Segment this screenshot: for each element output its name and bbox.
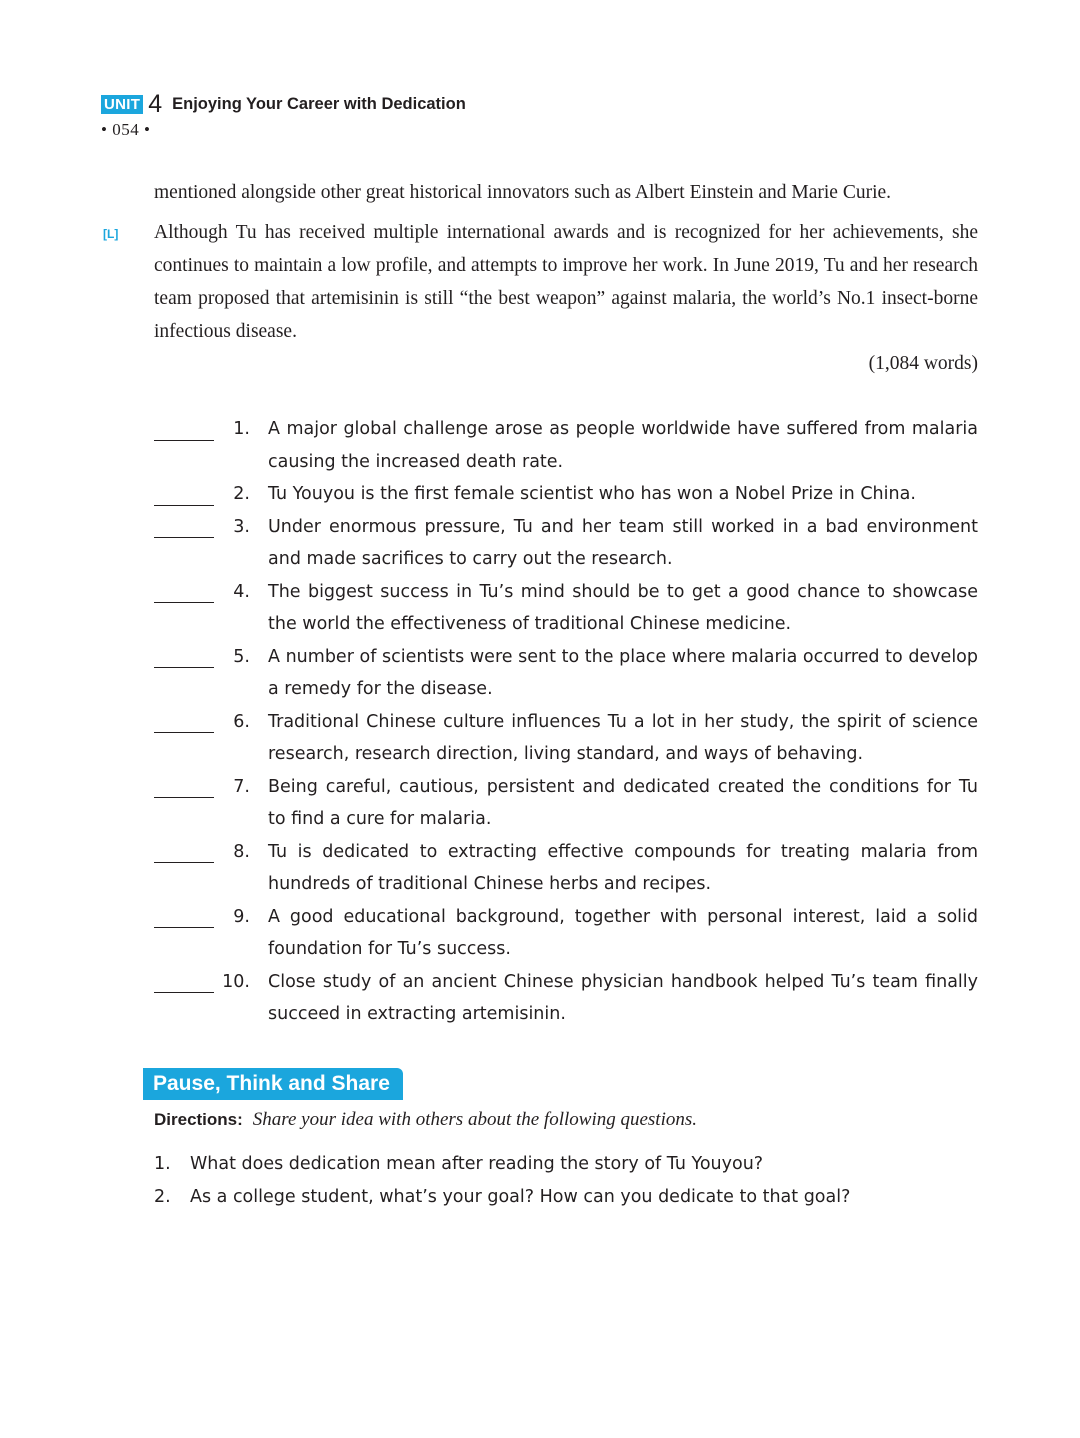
unit-label: UNIT (101, 95, 143, 114)
answer-blank[interactable] (154, 478, 214, 511)
directions (154, 1104, 697, 1137)
question-item (154, 836, 978, 901)
question-text: A good educational background, together with personal interest, laid a solid foundation for Tu’s success. (268, 906, 978, 959)
answer-blank[interactable] (154, 901, 214, 934)
discussion-number: 2. (154, 1187, 171, 1207)
question-number: 7. (233, 776, 250, 797)
discussion-text: As a college student, what’s your goal? How can you dedicate to that goal? (190, 1187, 851, 1207)
question-item (154, 771, 978, 836)
unit-heading (101, 90, 466, 118)
question-text: Tu Youyou is the first female scientist who has won a Nobel Prize in China. (268, 484, 916, 504)
question-item (154, 478, 978, 511)
directions-label: Directions: (154, 1110, 243, 1129)
question-text: Under enormous pressure, Tu and her team still worked in a bad environment and made sacrifices to carry out the research. (268, 516, 978, 569)
discussion-item (154, 1148, 850, 1181)
question-number: 5. (233, 646, 250, 667)
question-number: 6. (233, 711, 250, 732)
unit-title: Enjoying Your Career with Dedication (172, 94, 466, 113)
question-number: 2. (233, 484, 250, 504)
answer-blank[interactable] (154, 966, 214, 999)
question-text: The biggest success in Tu’s mind should be to get a good chance to showcase the world the effectiveness of traditional Chinese medicine. (268, 581, 978, 634)
question-number: 1. (233, 419, 250, 439)
question-item (154, 901, 978, 966)
page-number: • 054 • (101, 120, 151, 139)
answer-blank[interactable] (154, 413, 214, 446)
discussion-number: 1. (154, 1154, 171, 1174)
question-text: Tu is dedicated to extracting effective compounds for treating malaria from hundreds of traditional Chinese herbs and recipes. (268, 841, 978, 894)
question-item (154, 576, 978, 641)
question-number: 10. (222, 971, 250, 992)
question-item (154, 706, 978, 771)
question-text: A major global challenge arose as people worldwide have suffered from malaria causing the increased death rate. (268, 419, 978, 472)
unit-number: 4 (148, 90, 163, 118)
discussion-questions (154, 1148, 850, 1214)
true-false-questions (154, 413, 978, 1031)
directions-text: Share your idea with others about the following questions. (252, 1109, 697, 1130)
question-number: 3. (233, 516, 250, 537)
question-number: 8. (233, 841, 250, 862)
paragraph-l: Although Tu has received multiple international awards and is recognized for her achievements, she continues to maintain a low profile, and attempts to improve her work. In June 2019, Tu and her research team proposed that artemisinin is still “the best weapon” against malaria, the world’s No.1 insect-borne infectious disease. (154, 222, 978, 342)
question-number: 9. (233, 906, 250, 927)
answer-blank[interactable] (154, 511, 214, 544)
question-item (154, 641, 978, 706)
page-header (101, 90, 466, 140)
discussion-item (154, 1181, 850, 1214)
question-text: Close study of an ancient Chinese physician handbook helped Tu’s team finally succeed in extracting artemisinin. (268, 971, 978, 1024)
question-text: A number of scientists were sent to the place where malaria occurred to develop a remedy for the disease. (268, 646, 978, 699)
answer-blank[interactable] (154, 836, 214, 869)
question-item (154, 966, 978, 1031)
discussion-text: What does dedication mean after reading the story of Tu Youyou? (190, 1154, 764, 1174)
answer-blank[interactable] (154, 641, 214, 674)
question-item (154, 413, 978, 478)
question-number: 4. (233, 581, 250, 602)
pause-think-share-banner: Pause, Think and Share (143, 1068, 403, 1100)
passage-continuation: mentioned alongside other great historical innovators such as Albert Einstein and Marie Curie. (154, 182, 892, 203)
paragraph-marker: [L] (103, 227, 119, 241)
answer-blank[interactable] (154, 576, 214, 609)
question-item (154, 511, 978, 576)
question-text: Traditional Chinese culture influences Tu a lot in her study, the spirit of science research, research direction, living standard, and ways of behaving. (268, 711, 978, 764)
question-text: Being careful, cautious, persistent and dedicated created the conditions for Tu to find a cure for malaria. (268, 776, 978, 829)
word-count: (1,084 words) (868, 353, 978, 374)
answer-blank[interactable] (154, 706, 214, 739)
answer-blank[interactable] (154, 771, 214, 804)
